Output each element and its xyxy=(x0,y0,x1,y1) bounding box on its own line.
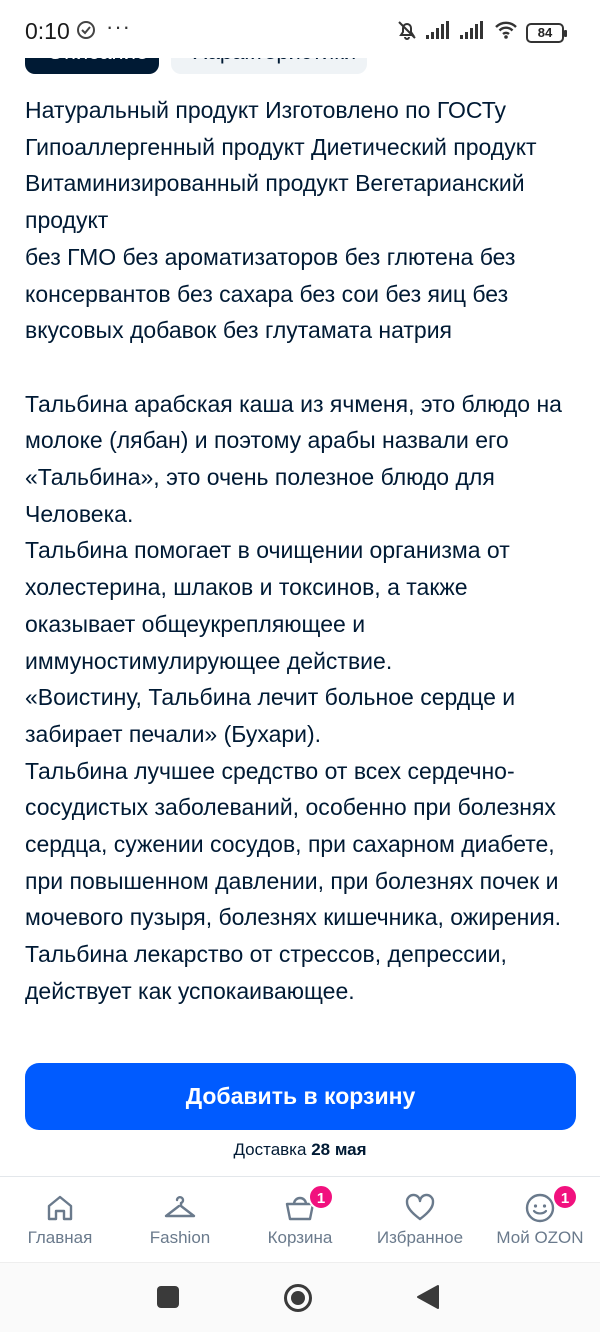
nav-item-my-ozon[interactable] xyxy=(480,1177,600,1262)
home-system-button[interactable] xyxy=(283,1283,313,1318)
description-paragraph: Тальбина арабская каша из ячменя, это блюдо на молоке (лябан) и поэтому арабы назвали его «Тальбина», это очень полезное блюдо для Человека. xyxy=(25,390,562,527)
description-paragraph: «Воистину, Тальбина лечит больное сердце и забирает печали» (Бухари). xyxy=(25,684,516,747)
nav-item-fashion[interactable] xyxy=(120,1177,240,1262)
nav-item-home[interactable] xyxy=(0,1177,120,1262)
system-navigation-bar xyxy=(0,1262,600,1332)
profile-badge: 1 xyxy=(552,1184,578,1210)
square-icon xyxy=(156,1285,180,1309)
circle-icon xyxy=(283,1283,313,1313)
home-icon xyxy=(43,1191,77,1225)
back-triangle-icon xyxy=(416,1284,440,1310)
description-paragraph: Тальбина лучшее средство от всех сердечно-сосудистых заболеваний, особенно при болезнях сердца, сужении сосудов, при сахарном диабете, при повышенном давлении, при болезнях почек и мочевого пузыря, болезнях кишечника, ожирения. xyxy=(25,757,562,931)
add-to-cart-button[interactable]: Добавить в корзину xyxy=(25,1063,576,1130)
description-paragraph: Тальбина помогает в очищении организма от холестерина, шлаков и токсинов, а также оказывает общеукрепляющее и иммуностимулирующее действие. xyxy=(25,537,510,674)
wifi-icon xyxy=(494,21,518,44)
check-circle-icon xyxy=(76,20,96,45)
signal-icon-2 xyxy=(460,21,486,44)
bottom-navigation xyxy=(0,1176,600,1262)
cart-badge: 1 xyxy=(308,1184,334,1210)
product-description xyxy=(25,92,580,1010)
nav-label-home: Главная xyxy=(27,1228,93,1247)
more-notifications-icon: ··· xyxy=(106,14,131,39)
nav-label-my-ozon: Мой OZON xyxy=(496,1228,584,1247)
recent-apps-button[interactable] xyxy=(156,1285,180,1314)
signal-icon xyxy=(426,21,452,44)
delivery-info xyxy=(0,1140,600,1160)
bell-muted-icon xyxy=(396,19,418,46)
heart-icon xyxy=(403,1191,437,1225)
hanger-icon xyxy=(163,1191,197,1225)
nav-label-favorites: Избранное xyxy=(376,1228,464,1247)
nav-label-cart: Корзина xyxy=(267,1228,333,1247)
status-bar xyxy=(0,0,600,58)
status-icons xyxy=(396,19,564,46)
back-system-button[interactable] xyxy=(416,1284,440,1315)
battery-icon: 84 xyxy=(526,23,564,43)
nav-label-fashion: Fashion xyxy=(149,1228,211,1247)
description-paragraph: Тальбина лекарство от стрессов, депрессии, действует как успокаивающее. xyxy=(25,941,507,1004)
status-time: 0:10 xyxy=(25,18,70,44)
delivery-prefix: Доставка xyxy=(233,1140,307,1159)
description-paragraph: Натуральный продукт Изготовлено по ГОСТу Гипоаллергенный продукт Диетический продукт Витаминизированный продукт Вегетарианский продукт xyxy=(25,97,537,234)
nav-item-cart[interactable] xyxy=(240,1177,360,1262)
description-paragraph: без ГМО без ароматизаторов без глютена без консервантов без сахара без сои без яиц без вкусовых добавок без глутамата натрия xyxy=(25,243,516,344)
nav-item-favorites[interactable] xyxy=(360,1177,480,1262)
delivery-date: 28 мая xyxy=(311,1140,367,1159)
